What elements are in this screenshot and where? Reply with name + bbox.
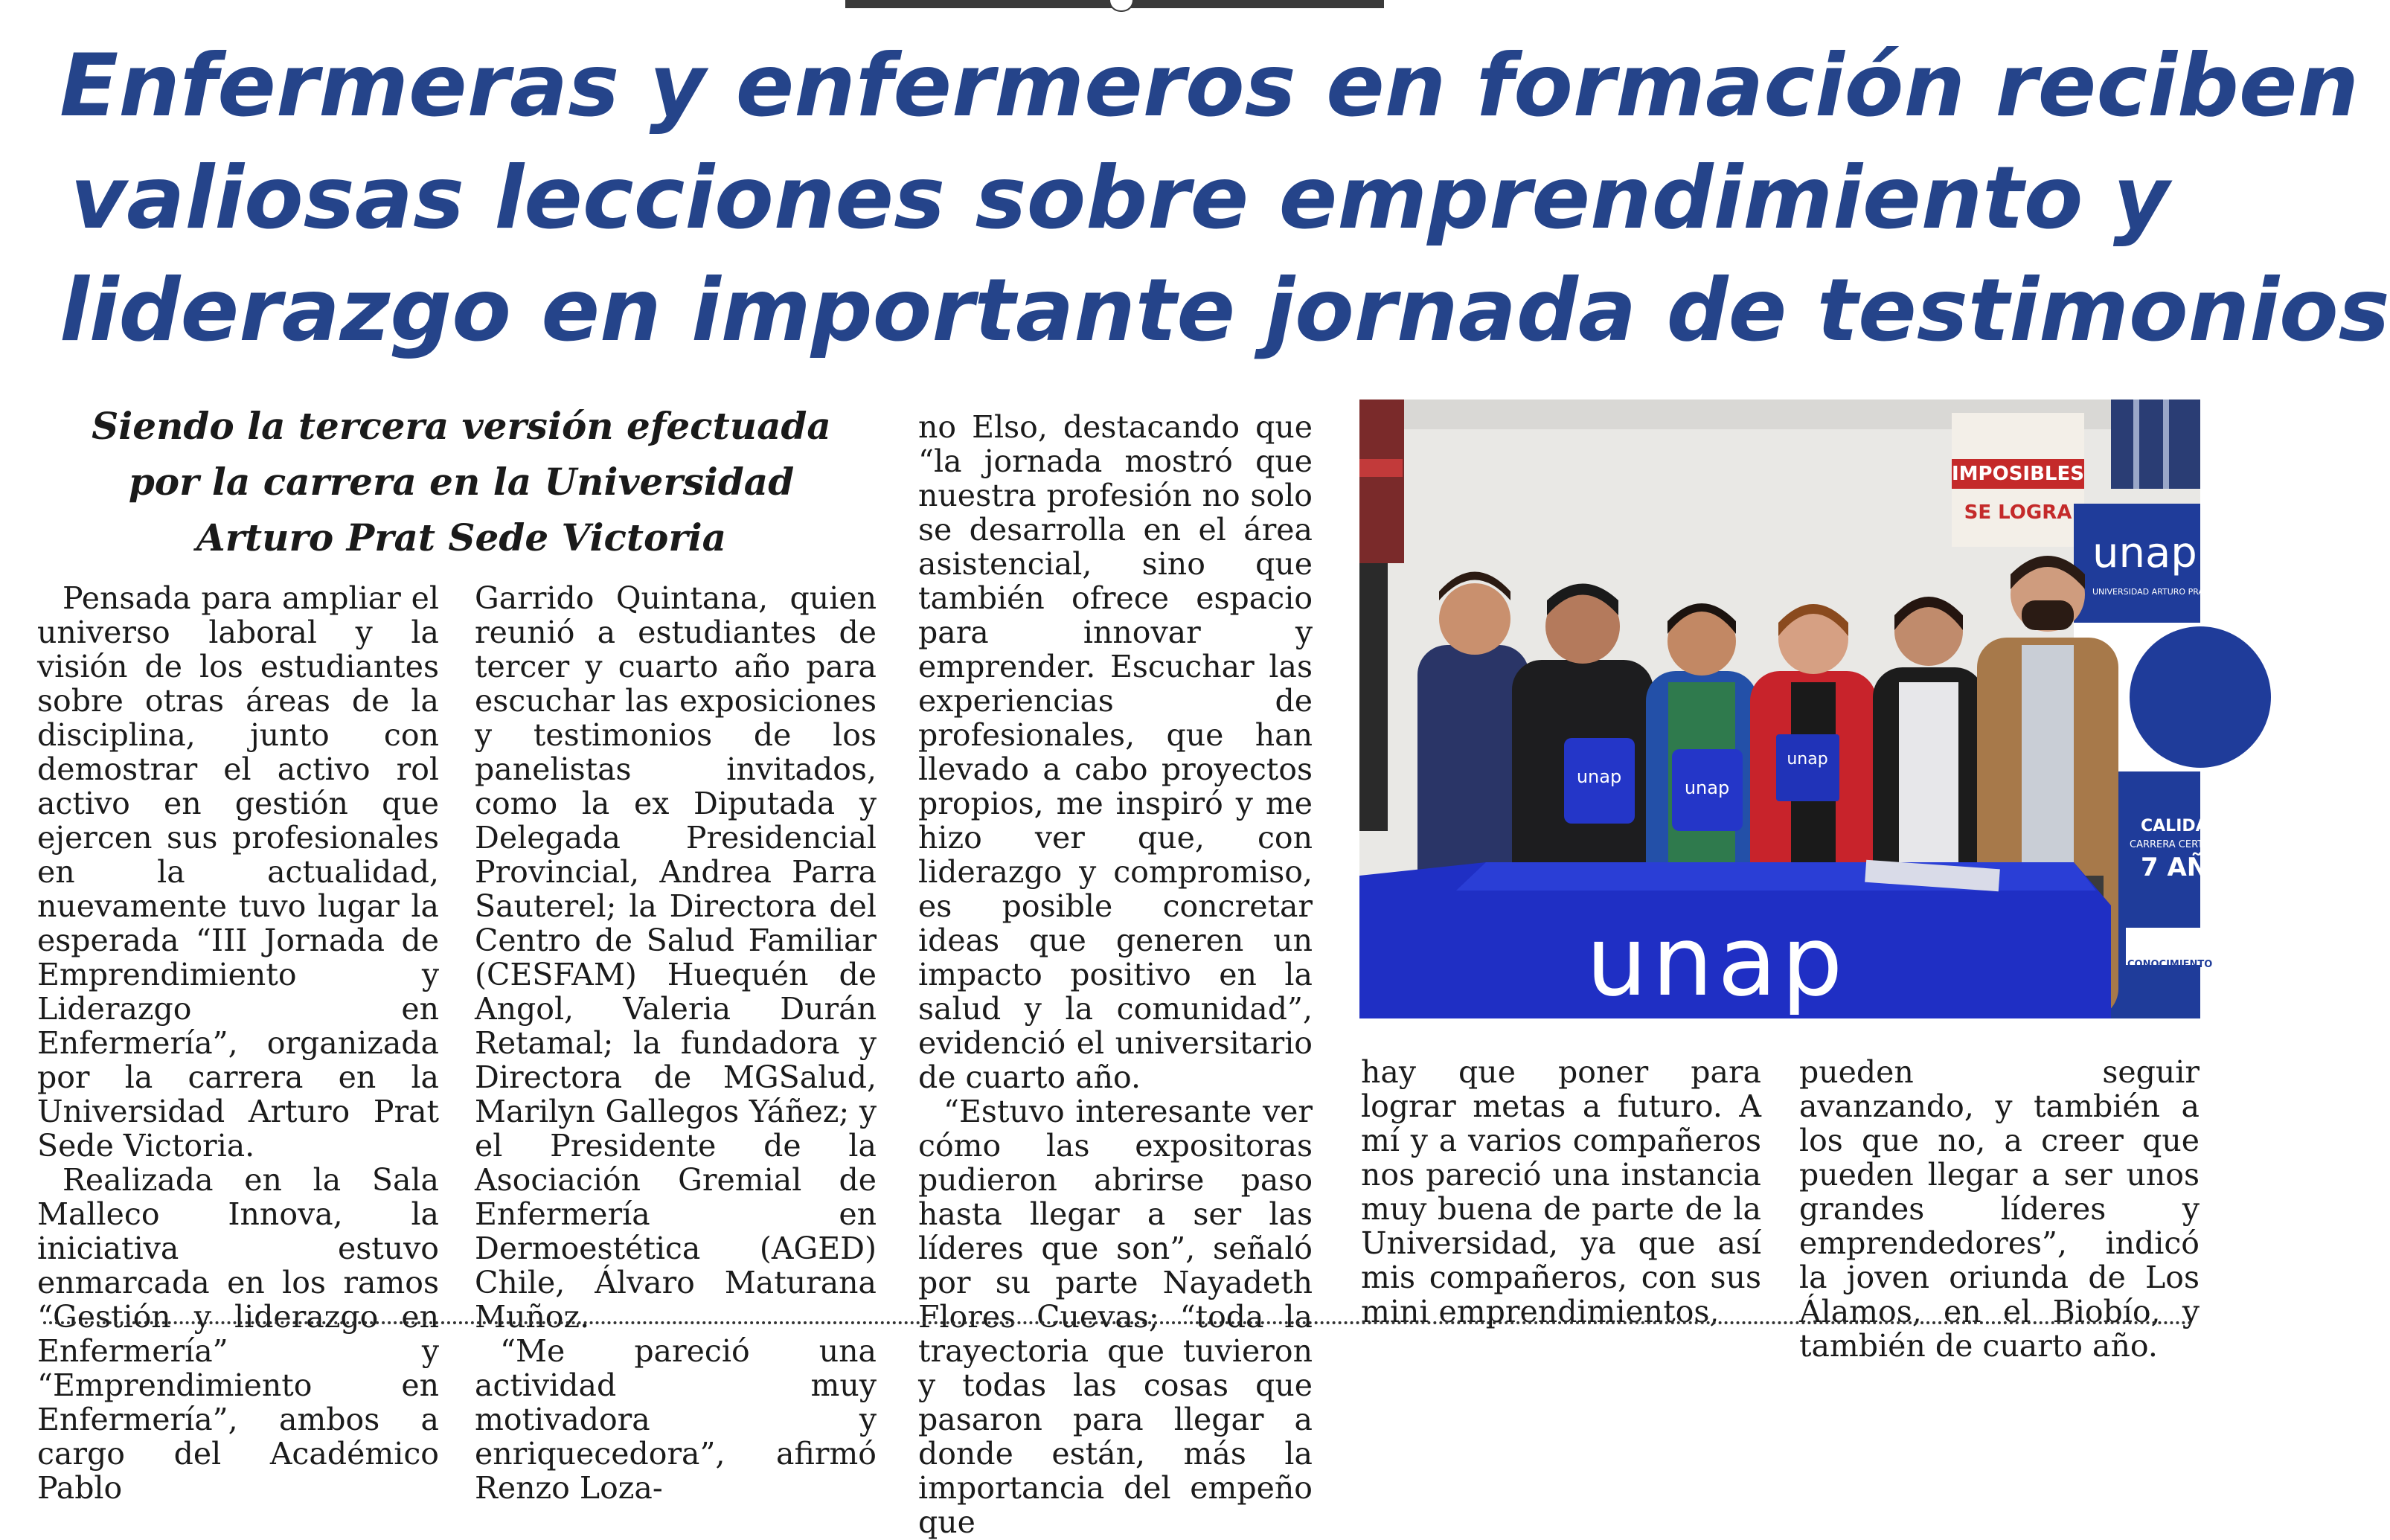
poster-text: SE LOGRA	[1964, 501, 2072, 524]
table-logo: unap	[1586, 905, 1848, 1018]
headline-line: valiosas lecciones sobre emprendimiento y	[70, 148, 2170, 248]
article-column-4	[1361, 1055, 1761, 1329]
paragraph: pueden seguir avanzando, y también a los que no, a creer que pueden llegar a ser unos grandes líderes y emprendedores”, indicó la joven oriunda de Los Álamos, en el Biobío, y también de cuarto año.	[1799, 1054, 2200, 1364]
paragraph: Garrido Quintana, quien reunió a estudiantes de tercer y cuarto año para escuchar las exposiciones y testimonios de los panelistas invitados, como la ex Diputada y Delegada Presidencial Provincial, Andrea Parra Sauterel; la Directora del Centro de Salud Familiar (CESFAM) Huequén de Angol, Valeria Durán Retamal; la fundadora y Directora de MGSalud, Marilyn Gallegos Yáñez; y el Presidente de la Asociación Gremial de Enfermería en Dermoestética (AGED) Chile, Álvaro Maturana Muñoz.	[475, 580, 877, 1335]
emblem-icon	[1109, 0, 1134, 12]
bag-logo: unap	[1684, 777, 1730, 798]
event-photo-illustration	[1359, 400, 2263, 1018]
banner-career: CARRERA CERT.	[2130, 839, 2205, 850]
headline	[60, 30, 2390, 367]
subheadline-line: por la carrera en la Universidad	[128, 460, 795, 504]
paragraph: no Elso, destacando que “la jornada mostró que nuestra profesión no solo se desarrolla en el área asistencial, sino que también ofrece espacio para innovar y emprender. Escuchar las experiencias de profesionales, que han llevado a cabo proyectos propios, me inspiró y me hizo ver que, con liderazgo y compromiso, es posible concretar ideas que generen un impacto positivo en la salud y la comunidad”, evidenció el universitario de cuarto año.	[918, 409, 1313, 1095]
book	[1776, 734, 1839, 801]
banner-university: UNIVERSIDAD ARTURO PRAT DEL ESTADO	[2092, 587, 2263, 597]
subheadline-line: Arturo Prat Sede Victoria	[196, 516, 727, 559]
paragraph: hay que poner para lograr metas a futuro. A mí y a varios compañeros nos pareció una instancia muy buena de parte de la Universidad, ya que así mis compañeros, con sus mini emprendimientos,	[1361, 1054, 1761, 1329]
paragraph: “Estuvo interesante ver cómo las expositoras pudieron abrirse paso hasta llegar a ser las líderes que son”, señaló por su parte Nayadeth Flores Cuevas; “toda la trayectoria que tuvieron y todas las cosas que pasaron para llegar a donde están, más la importancia del empeño que	[918, 1094, 1313, 1540]
article-column-3	[918, 410, 1313, 1539]
bag	[1672, 749, 1743, 831]
bag	[1564, 738, 1635, 824]
book-logo: unap	[1787, 750, 1828, 769]
headline-line: liderazgo en importante jornada de testimonios	[60, 260, 2390, 361]
paragraph: “Me pareció una actividad muy motivadora y enriquecedora”, afirmó Renzo Loza-	[475, 1333, 877, 1506]
bag-logo: unap	[1576, 766, 1622, 787]
banner-logo: unap	[2092, 529, 2197, 577]
article-column-5	[1799, 1055, 2200, 1363]
event-photo	[1359, 400, 2263, 1018]
headline-line: Enfermeras y enfermeros en formación reciben	[60, 36, 2359, 136]
paragraph: Pensada para ampliar el universo laboral y la visión de los estudiantes sobre otras áreas de la disciplina, junto con demostrar el activo rol activo en gestión que ejercen sus profesionales en la actualidad, nuevamente tuvo lugar la esperada “III Jornada de Emprendimiento y Liderazgo en Enfermería”, organizada por la carrera en la Universidad Arturo Prat Sede Victoria.	[37, 580, 439, 1164]
article-column-2	[475, 581, 877, 1505]
paragraph: Realizada en la Sala Malleco Innova, la iniciativa estuvo enmarcada en los ramos “Gestión y liderazgo en Enfermería” y “Emprendimiento en Enfermería”, ambos a cargo del Académico Pablo	[37, 1162, 439, 1506]
poster-text: IMPOSIBLES	[1952, 463, 2084, 485]
subheadline-line: Siendo la tercera versión efectuada	[92, 404, 831, 448]
banner-quality: CALIDAD	[2141, 817, 2222, 835]
table	[1359, 860, 2111, 1018]
banner-footer: CONOCIMIENTO	[2127, 959, 2213, 970]
article-column-1	[37, 581, 439, 1505]
bottom-dotted-rule	[43, 1321, 2194, 1324]
banner-years: 7 AÑOS	[2141, 853, 2248, 882]
subheadline	[37, 398, 885, 565]
left-poster	[1359, 400, 1404, 563]
